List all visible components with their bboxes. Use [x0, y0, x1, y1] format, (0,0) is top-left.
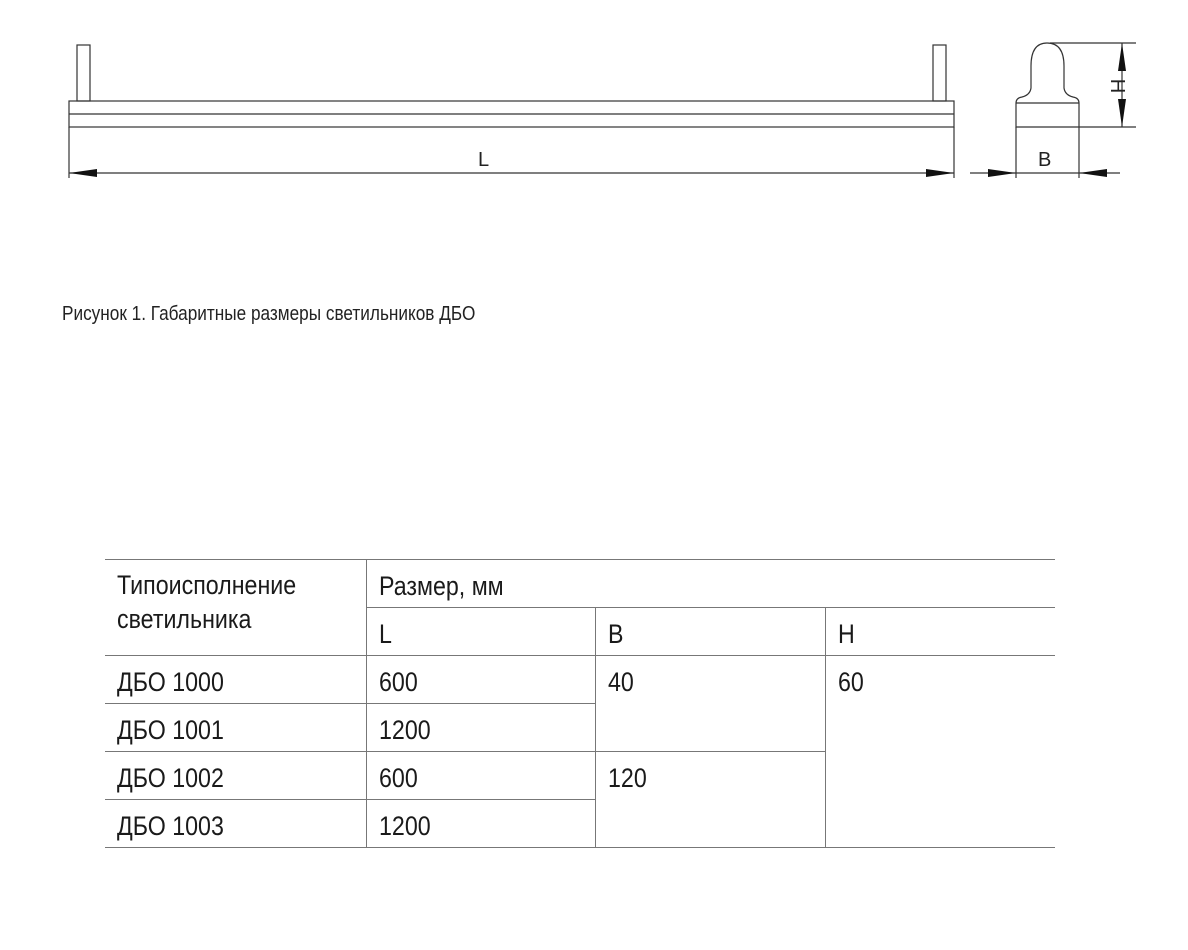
left-end-post: [77, 45, 90, 101]
table-header-row: [105, 560, 1055, 608]
length-label: L: [478, 149, 490, 171]
height-cell: [825, 656, 1055, 848]
height-arrow-top: [1118, 43, 1126, 71]
width-arrow-left: [988, 169, 1016, 177]
model-cell: [105, 656, 366, 704]
size-header: Размер, мм: [378, 571, 504, 601]
width-cell: [595, 656, 825, 752]
length-cell: [366, 800, 595, 848]
col-L-header-cell: [366, 608, 595, 656]
model-header: Типоисполнение светильника: [117, 570, 297, 634]
length-cell: [366, 656, 595, 704]
length-value: 1200: [378, 715, 431, 745]
luminaire-dimension-drawing: [0, 0, 1188, 200]
col-L-header: L: [378, 619, 392, 649]
side-profile: [1016, 43, 1079, 127]
height-label: H: [1106, 78, 1128, 94]
height-value: 60: [837, 667, 864, 697]
dimensions-table: [105, 559, 1055, 848]
height-arrow-bottom: [1118, 99, 1126, 127]
size-header-cell: [366, 560, 1055, 608]
width-value: 120: [607, 763, 647, 793]
model-cell: [105, 752, 366, 800]
width-value: 40: [607, 667, 634, 697]
model-value: ДБО 1003: [117, 811, 224, 841]
length-arrow-right: [926, 169, 954, 177]
model-header-cell: [105, 560, 366, 656]
col-H-header-cell: [825, 608, 1055, 656]
length-cell: [366, 752, 595, 800]
col-H-header: H: [837, 619, 855, 649]
length-arrow-left: [69, 169, 97, 177]
right-end-post: [933, 45, 946, 101]
col-B-header: B: [607, 619, 623, 649]
length-cell: [366, 704, 595, 752]
model-value: ДБО 1001: [117, 715, 224, 745]
model-cell: [105, 800, 366, 848]
length-value: 600: [378, 667, 418, 697]
model-value: ДБО 1002: [117, 763, 224, 793]
length-value: 1200: [378, 811, 431, 841]
width-label: B: [1038, 149, 1052, 171]
model-value: ДБО 1000: [117, 667, 224, 697]
col-B-header-cell: [595, 608, 825, 656]
table-row: [105, 656, 1055, 704]
model-cell: [105, 704, 366, 752]
width-cell: [595, 752, 825, 848]
width-arrow-right: [1079, 169, 1107, 177]
length-value: 600: [378, 763, 418, 793]
figure-caption: Рисунок 1. Габаритные размеры светильников ДБО: [62, 303, 476, 325]
